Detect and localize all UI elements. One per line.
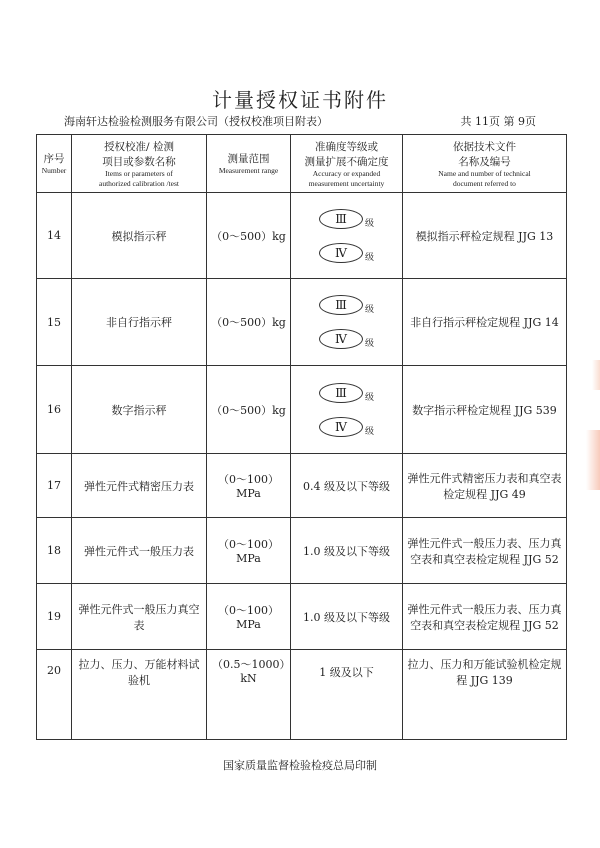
row-range: （0～500）kg [207, 279, 291, 366]
row-range: （0～100）MPa [207, 518, 291, 584]
row-document: 非自行指示秤检定规程 JJG 14 [403, 279, 567, 366]
table-row [37, 454, 567, 518]
row-range: （0～500）kg [207, 193, 291, 279]
table-row [37, 193, 567, 279]
row-number: 20 [37, 650, 72, 740]
header-document [403, 135, 567, 193]
page-info: 共 11页 第 9页 [460, 115, 536, 128]
row-document: 模拟指示秤检定规程 JJG 13 [403, 193, 567, 279]
grade-unit: 级 [364, 339, 374, 349]
grade-line [319, 417, 374, 437]
row-number: 15 [37, 279, 72, 366]
header-document-en1: Name and number of technical [438, 168, 531, 178]
page-footer: 国家质量监督检验检疫总局印制 [223, 759, 377, 772]
header-accuracy-en2: measurement uncertainty [308, 178, 385, 188]
table-row [37, 650, 567, 740]
row-accuracy: 1 级及以下 [291, 650, 403, 740]
table-row [37, 518, 567, 584]
grade-unit: 级 [364, 426, 374, 437]
page-title: 计量授权证书附件 [212, 88, 388, 112]
row-number: 14 [37, 193, 72, 279]
header-number-cn: 序号 [43, 153, 65, 165]
row-item: 弹性元件式一般压力真空表 [72, 584, 207, 650]
grade-line [319, 383, 374, 403]
grade-line [319, 209, 374, 229]
row-document: 弹性元件式一般压力表、压力真空表和真空表检定规程 JJG 52 [403, 518, 567, 584]
header-document-cn2: 名称及编号 [458, 155, 511, 168]
row-item: 弹性元件式精密压力表 [72, 454, 207, 518]
table-row [37, 279, 567, 366]
row-document: 弹性元件式精密压力表和真空表检定规程 JJG 49 [403, 454, 567, 518]
grade-line [319, 243, 374, 263]
header-number-en: Number [41, 166, 67, 175]
grade-unit: 级 [364, 392, 374, 403]
row-document: 拉力、压力和万能试验机检定规程 JJG 139 [403, 650, 567, 740]
row-document: 弹性元件式一般压力表、压力真空表和真空表检定规程 JJG 52 [403, 584, 567, 650]
header-item-cn1: 授权校准/ 检测 [104, 140, 174, 153]
header-item-en2: authorized calibration /test [99, 178, 179, 188]
table-row [37, 584, 567, 650]
row-accuracy: 1.0 级及以下等级 [291, 584, 403, 650]
row-accuracy: 1.0 级及以下等级 [291, 518, 403, 584]
authorization-table [36, 134, 567, 740]
company-subtitle: 海南轩达检验检测服务有限公司（授权校准项目附表） [64, 115, 328, 128]
grade-oval: Ⅲ [319, 383, 363, 403]
row-document: 数字指示秤检定规程 JJG 539 [403, 366, 567, 454]
header-item-cn2: 项目或参数名称 [102, 155, 176, 168]
header-item [72, 135, 207, 193]
row-accuracy: 0.4 级及以下等级 [291, 454, 403, 518]
header-range [207, 135, 291, 193]
row-item: 非自行指示秤 [72, 279, 207, 366]
row-number: 17 [37, 454, 72, 518]
row-item: 模拟指示秤 [72, 193, 207, 279]
grade-oval: Ⅳ [319, 243, 363, 263]
header-item-en1: Items or parameters of [105, 168, 173, 178]
table-row [37, 366, 567, 454]
row-item: 拉力、压力、万能材料试验机 [72, 650, 207, 740]
subtitle-line [64, 113, 536, 129]
row-range: （0.5～1000）kN [207, 650, 291, 740]
header-range-cn: 测量范围 [227, 153, 270, 165]
row-range: （0～500）kg [207, 366, 291, 454]
header-range-en: Measurement range [218, 166, 279, 175]
grade-unit: 级 [364, 218, 374, 229]
paper-stain [586, 430, 600, 490]
row-number: 19 [37, 584, 72, 650]
row-range: （0～100）MPa [207, 584, 291, 650]
header-document-cn1: 依据技术文件 [453, 140, 516, 153]
grade-unit: 级 [364, 305, 374, 315]
grade-oval: Ⅳ [319, 329, 363, 349]
grade-oval: Ⅳ [319, 417, 363, 437]
grade-oval: Ⅲ [319, 295, 363, 315]
row-accuracy [291, 193, 403, 279]
header-accuracy [291, 135, 403, 193]
row-accuracy [291, 279, 403, 366]
header-document-en2: document referred to [453, 178, 516, 188]
paper-stain [592, 360, 600, 390]
row-accuracy [291, 366, 403, 454]
grade-line [319, 295, 374, 315]
header-accuracy-cn2: 测量扩展不确定度 [304, 155, 389, 168]
row-number: 16 [37, 366, 72, 454]
row-item: 数字指示秤 [72, 366, 207, 454]
row-range: （0～100）MPa [207, 454, 291, 518]
table-header-row [37, 135, 567, 193]
header-number [37, 135, 72, 193]
grade-oval: Ⅲ [319, 209, 363, 229]
grade-unit: 级 [364, 252, 374, 263]
row-item: 弹性元件式一般压力表 [72, 518, 207, 584]
header-accuracy-en1: Accuracy or expanded [312, 168, 381, 178]
row-number: 18 [37, 518, 72, 584]
grade-line [319, 329, 374, 349]
header-accuracy-cn1: 准确度等级或 [315, 140, 378, 153]
